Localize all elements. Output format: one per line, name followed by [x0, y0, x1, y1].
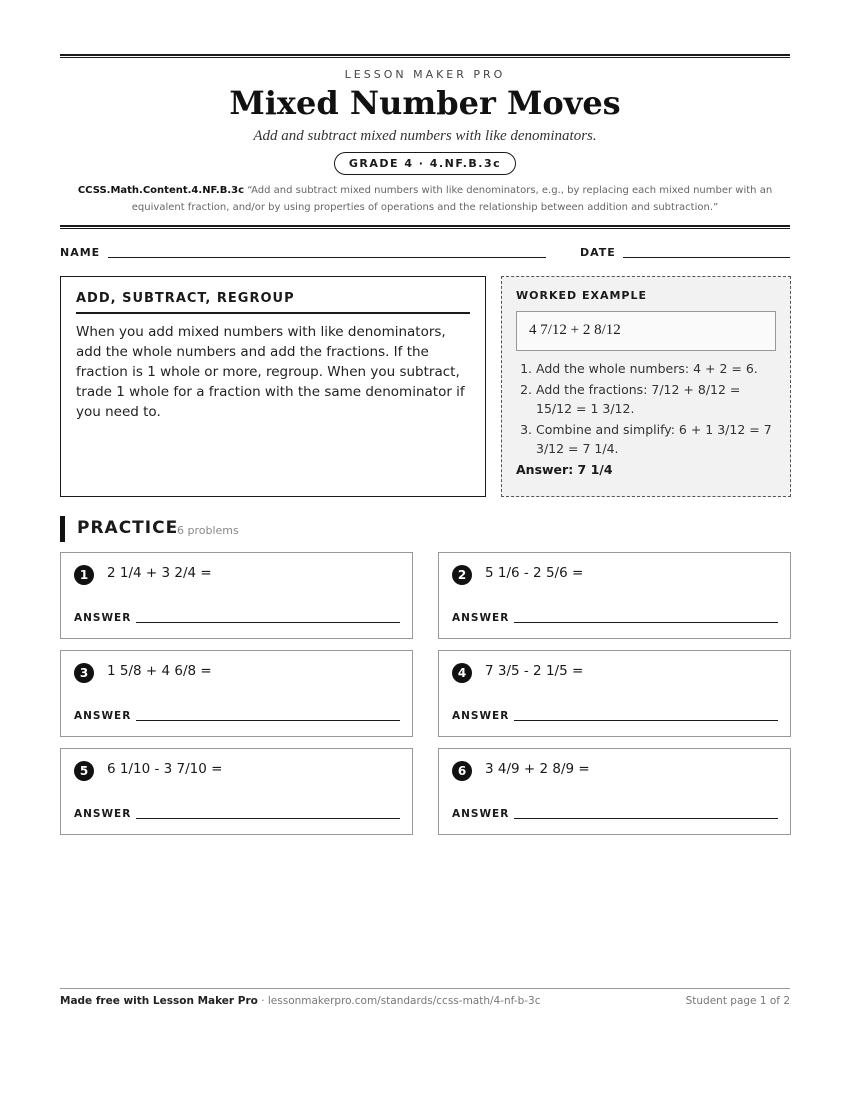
worksheet-title: Mixed Number Moves: [229, 84, 621, 122]
problem-number-badge: 6: [452, 761, 472, 781]
answer-label: ANSWER: [452, 612, 510, 624]
name-label: NAME: [60, 246, 101, 259]
worked-example-heading: WORKED EXAMPLE: [516, 289, 647, 302]
answer-label: ANSWER: [452, 808, 510, 820]
footer-made-with: Made free with Lesson Maker Pro: [60, 995, 258, 1007]
answer-field[interactable]: [514, 720, 778, 721]
practice-card-2: [438, 552, 791, 639]
practice-card-5: [60, 748, 413, 835]
footer-credit: [60, 995, 540, 1007]
problem-question: 1 5/8 + 4 6/8 =: [107, 663, 212, 679]
worked-step: 2. Add the fractions: 7/12 + 8/12 = 15/12 = 1 3/12.: [536, 380, 776, 418]
worked-example-steps: [516, 359, 776, 458]
problem-question: 7 3/5 - 2 1/5 =: [485, 663, 584, 679]
practice-card-1: [60, 552, 413, 639]
practice-accent-bar: [60, 516, 65, 542]
worked-step: 1. Add the whole numbers: 4 + 2 = 6.: [536, 359, 776, 378]
name-field[interactable]: [108, 257, 546, 258]
date-label: DATE: [580, 246, 616, 259]
practice-count: 6 problems: [177, 524, 239, 537]
answer-field[interactable]: [136, 622, 400, 623]
answer-field[interactable]: [514, 622, 778, 623]
problem-number-badge: 2: [452, 565, 472, 585]
standard-text: “Add and subtract mixed numbers with like denominators, e.g., by replacing each mixed number with an equivalent fraction, and/or by using properties of operations and the relationship between addition and subtraction.”: [131, 185, 773, 213]
problem-number-badge: 4: [452, 663, 472, 683]
date-field[interactable]: [623, 257, 790, 258]
practice-title: PRACTICE: [77, 518, 179, 538]
worked-step: 3. Combine and simplify: 6 + 1 3/12 = 7 3/12 = 7 1/4.: [536, 420, 776, 458]
answer-label: ANSWER: [74, 710, 132, 722]
answer-label: ANSWER: [74, 808, 132, 820]
problem-question: 5 1/6 - 2 5/6 =: [485, 565, 584, 581]
footer-url: · lessonmakerpro.com/standards/ccss-math/4-nf-b-3c: [257, 995, 541, 1007]
problem-question: 6 1/10 - 3 7/10 =: [107, 761, 223, 777]
footer-rule: [60, 988, 790, 989]
practice-card-4: [438, 650, 791, 737]
brand-name: LESSON MAKER PRO: [344, 68, 506, 81]
grade-badge-wrap: [60, 152, 790, 175]
name-date-row: [60, 246, 790, 260]
practice-card-6: [438, 748, 791, 835]
answer-label: ANSWER: [452, 710, 510, 722]
standard-description: [70, 182, 780, 216]
worked-example-box: [501, 276, 791, 497]
answer-field[interactable]: [136, 720, 400, 721]
concept-body: When you add mixed numbers with like denominators, add the whole numbers and add the fractions. If the fraction is 1 whole or more, regroup. When you subtract, trade 1 whole for a fraction with the same denominator if you need to.: [76, 324, 465, 420]
worksheet-subtitle: Add and subtract mixed numbers with like denominators.: [253, 128, 597, 144]
top-double-rule: [60, 54, 790, 58]
problem-question: 2 1/4 + 3 2/4 =: [107, 565, 212, 581]
problem-number-badge: 1: [74, 565, 94, 585]
standard-code: CCSS.Math.Content.4.NF.B.3c: [77, 185, 245, 196]
practice-card-3: [60, 650, 413, 737]
header-bottom-rule: [60, 225, 790, 229]
grade-badge: GRADE 4 · 4.NF.B.3c: [334, 152, 516, 175]
answer-field[interactable]: [136, 818, 400, 819]
worked-example-answer: Answer: 7 1/4: [516, 462, 613, 477]
concept-heading: ADD, SUBTRACT, REGROUP: [76, 291, 470, 314]
footer-page-number: Student page 1 of 2: [685, 995, 790, 1007]
concept-box: [60, 276, 486, 497]
answer-label: ANSWER: [74, 612, 132, 624]
problem-question: 3 4/9 + 2 8/9 =: [485, 761, 590, 777]
problem-number-badge: 3: [74, 663, 94, 683]
problem-number-badge: 5: [74, 761, 94, 781]
worked-example-problem: 4 7/12 + 2 8/12: [516, 311, 776, 351]
answer-field[interactable]: [514, 818, 778, 819]
